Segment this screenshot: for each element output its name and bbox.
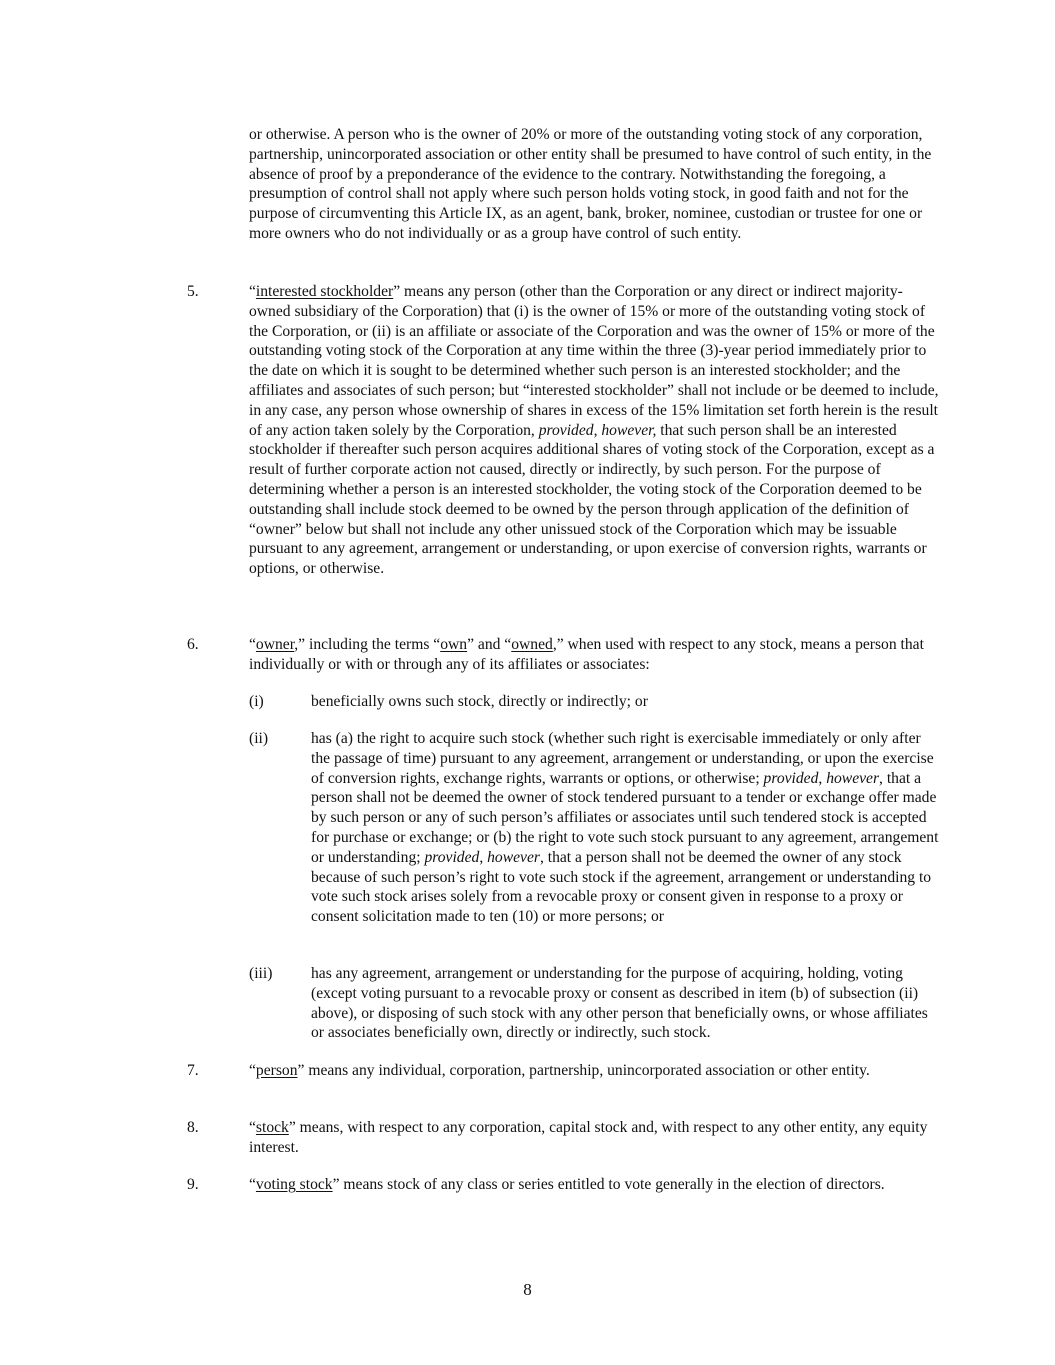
sub-item-label: (iii) (249, 965, 273, 982)
text-segment: , that a person shall not be deemed the owner of stock tendered pursuant to a tender or exchange offer made by such person or any of such person’s affiliates or associates until such tendered stock is accepted for purchase or exchange; or (b) the right to vote such stock pursuant to any agreement, arrangement or understanding; (311, 769, 939, 866)
continuation-paragraph: or otherwise. A person who is the owner of 20% or more of the outstanding voting stock of any corporation, partnership, unincorporated association or other entity shall be presumed to have control of such entity, in the absence of proof by a preponderance of the evidence to the contrary. Notwithstanding the foregoing, a presumption of control shall not apply where such person holds voting stock, in good faith and not for the purpose of circumventing this Article IX, as an agent, bank, broker, nominee, custodian or trustee for one or more owners who do not individually or as a group have control of such entity. (249, 126, 932, 242)
definition-text (249, 1175, 939, 1195)
text-segment: ,” including the terms “ (294, 636, 441, 653)
text-segment: ” means any person (other than the Corporation or any direct or indirect majority-owned subsidiary of the Corporation) that (i) is the owner of 15% or more of the outstanding voting stock of the Corporation, or (ii) is an affiliate or associate of the Corporation and was the owner of 15% or more of the outstanding voting stock of the Corporation at any time within the three (3)-year period immediately prior to the date on which it is sought to be determined whether such person is an interested stockholder; and the affiliates and associates of such person; but “interested stockholder” shall not include or be deemed to include, in any case, any person whose ownership of shares in excess of the 15% limitation set forth herein is the result of any action taken solely by the Corporation, (249, 283, 939, 439)
item-number: 7. (187, 1062, 199, 1079)
definition-text (249, 282, 939, 579)
defined-term: stock (255, 1119, 289, 1136)
italic-phrase: however (826, 769, 880, 787)
text-segment: , that a person shall not be deemed the owner of any stock because of such person’s right to vote such stock if the agreement, arrangement or understanding to vote such stock arises solely from a revocable proxy or consent given in response to a proxy or consent solicitation made to ten (10) or more persons; or (311, 848, 932, 926)
defined-term: voting stock (255, 1176, 333, 1193)
text-segment: , (818, 769, 827, 787)
open-quote: “ (249, 283, 256, 300)
definition-text (249, 1118, 939, 1158)
text-segment: ” means, with respect to any corporation, capital stock and, with respect to any other entity, any equity interest. (249, 1119, 928, 1156)
sub-item-text: beneficially owns such stock, directly or indirectly; or (311, 693, 648, 710)
defined-term: own (440, 636, 468, 653)
defined-term: person (255, 1062, 298, 1079)
definition-text (249, 635, 939, 675)
item-number: 9. (187, 1176, 199, 1193)
defined-term: owned (511, 636, 553, 653)
open-quote: “ (249, 1176, 256, 1193)
text-segment: ” and “ (467, 636, 512, 653)
text-segment: ,” when used with respect to any stock, means a person that individually or with or through any of its affiliates or associates: (249, 636, 924, 673)
text-segment: that such person shall be an interested stockholder if thereafter such person acquires additional shares of voting stock of the Corporation, except as a result of further corporate action not caused, directly or indirectly, by such person. For the purpose of determining whether a person is an interested stockholder, the voting stock of the Corporation deemed to be outstanding shall include stock deemed to be owned by the person through application of the definition of “owner” below but shall not include any other unissued stock of the Corporation which may be issuable pursuant to any agreement, arrangement or understanding, or upon exercise of conversion rights, warrants or options, or otherwise. (249, 421, 935, 578)
text-segment: has (a) the right to acquire such stock (whether such right is exercisable immediately or only after the passage of time) pursuant to any agreement, arrangement or understanding, or upon the exercise of conversion rights, exchange rights, warrants or options, or otherwise; (311, 730, 934, 787)
sub-item-label: (ii) (249, 730, 269, 747)
page-number: 8 (523, 1280, 532, 1299)
italic-phrase: however (487, 848, 540, 866)
item-number: 5. (187, 283, 199, 300)
sub-item-text (311, 729, 939, 927)
open-quote: “ (249, 1062, 256, 1079)
defined-term: interested stockholder (255, 283, 394, 300)
defined-term: owner (255, 636, 295, 653)
sub-item-label: (i) (249, 693, 264, 710)
text-segment: , (479, 848, 488, 866)
italic-phrase: provided (763, 769, 819, 787)
text-segment: ” means any individual, corporation, partnership, unincorporated association or other entity. (297, 1062, 870, 1079)
item-number: 8. (187, 1119, 199, 1136)
open-quote: “ (249, 1119, 256, 1136)
text-segment: ” means stock of any class or series entitled to vote generally in the election of directors. (332, 1176, 885, 1193)
italic-phrase: provided, however, (538, 421, 657, 439)
italic-phrase: provided (424, 848, 480, 866)
sub-item-text: has any agreement, arrangement or understanding for the purpose of acquiring, holding, voting (except voting pursuant to a revocable proxy or consent as described in item (b) of subsection (ii) above), or disposing of such stock with any other person that beneficially owns, or whose affiliates or associates beneficially own, directly or indirectly, such stock. (311, 965, 928, 1042)
open-quote: “ (249, 636, 256, 653)
definition-text (249, 1061, 939, 1081)
item-number: 6. (187, 636, 199, 653)
